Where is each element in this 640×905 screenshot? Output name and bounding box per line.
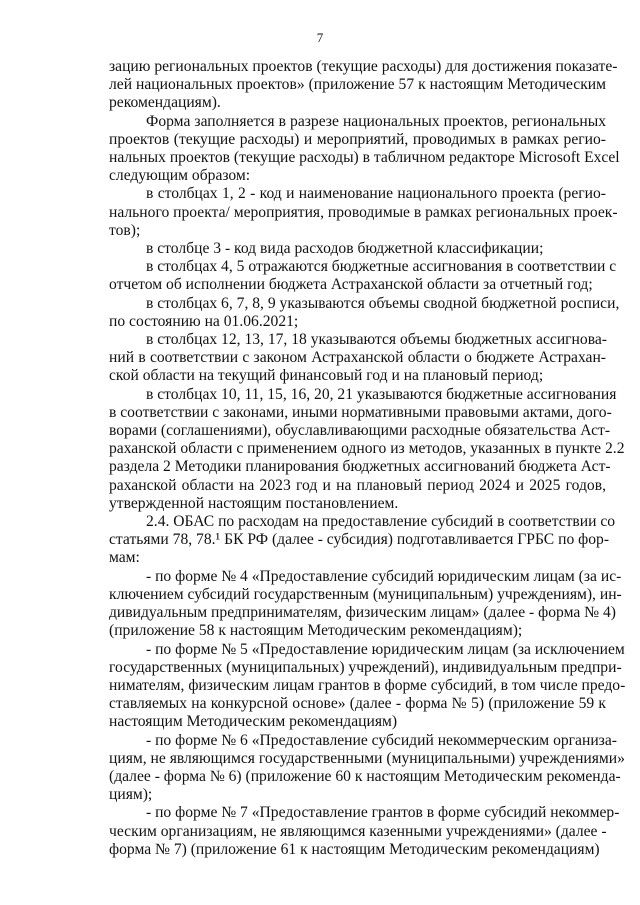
text-line: настоящим Методическим рекомендациям) (109, 713, 398, 731)
text-line: раханской области на 2023 год и на плановый период 2024 и 2025 годов, (109, 476, 606, 494)
text-line: нимателям, физическим лицам грантов в форме субсидий, в том числе предо- (109, 676, 626, 694)
text-line: циям); (109, 786, 153, 804)
text-line: проектов (текущие расходы) и мероприятий, проводимых в рамках регио- (109, 130, 606, 148)
text-line: в соответствии с законами, иными нормативными правовыми актами, дого- (109, 403, 612, 421)
text-line: статьями 78, 78.¹ БК РФ (далее - субсидия) подготавливается ГРБС по фор- (109, 531, 610, 549)
text-line: следующим образом: (109, 167, 251, 185)
text-line: (далее - форма № 6) (приложение 60 к настоящим Методическим рекоменда- (109, 767, 621, 785)
text-line: форма № 7) (приложение 61 к настоящим Методическим рекомендациям) (109, 840, 600, 858)
text-line: дивидуальным предпринимателям, физическим лицам» (далее - форма № 4) (109, 604, 616, 622)
text-line: в столбцах 12, 13, 17, 18 указываются объемы бюджетных ассигнова- (146, 331, 607, 349)
text-line: в столбцах 4, 5 отражаются бюджетные ассигнования в соответствии с (146, 258, 617, 276)
text-line: ставляемых на конкурсной основе» (далее - форма № 5) (приложение 59 к (109, 695, 606, 713)
text-line: раздела 2 Методики планирования бюджетных ассигнований бюджета Аст- (109, 458, 611, 476)
text-line: 2.4. ОБАС по расходам на предоставление субсидий в соответствии со (146, 513, 616, 531)
text-line: циям, не являющимся государственными (муниципальными) учреждениями» (109, 749, 625, 767)
text-line: ний в соответствии с законом Астраханской области о бюджете Астрахан- (109, 349, 606, 367)
text-line: по состоянию на 01.06.2021; (109, 312, 299, 330)
text-line: государственных (муниципальных) учреждений), индивидуальным предпри- (109, 658, 622, 676)
text-line: в столбцах 10, 11, 15, 16, 20, 21 указываются бюджетные ассигнования (146, 385, 617, 403)
text-line: - по форме № 7 «Предоставление грантов в форме субсидий некоммер- (146, 804, 620, 822)
text-line: утвержденной настоящим постановлением. (109, 494, 399, 512)
text-line: ческим организациям, не являющимся казенными учреждениями» (далее - (109, 822, 607, 840)
text-line: лей национальных проектов» (приложение 57 к настоящим Методическим (109, 76, 606, 94)
text-line: ской области на текущий финансовый год и на плановый период; (109, 367, 544, 385)
text-line: (приложение 58 к настоящим Методическим рекомендациям); (109, 622, 523, 640)
text-line: в столбцах 6, 7, 8, 9 указываются объемы сводной бюджетной росписи, (146, 294, 620, 312)
page-number: 7 (316, 30, 324, 45)
text-line: раханской области с применением одного из методов, указанных в пункте 2.2 (109, 440, 625, 458)
text-line: нального проекта/ мероприятия, проводимые в рамках региональных проек- (109, 203, 618, 221)
text-line: - по форме № 4 «Предоставление субсидий юридическим лицам (за ис- (146, 567, 622, 585)
text-line: тов); (109, 221, 141, 239)
text-line: зацию региональных проектов (текущие расходы) для достижения показате- (109, 58, 618, 75)
text-line: в столбцах 1, 2 - код и наименование национального проекта (регио- (146, 185, 606, 203)
text-line: ворами (соглашениями), обуславливающими расходные обязательства Аст- (109, 422, 611, 440)
text-line: Форма заполняется в разрезе национальных проектов, региональных (146, 112, 606, 130)
text-line: - по форме № 6 «Предоставление субсидий некоммерческим организа- (146, 731, 617, 749)
body-text (109, 58, 626, 859)
text-line: нальных проектов (текущие расходы) в табличном редакторе Microsoft Excel (109, 149, 620, 167)
text-line: отчетом об исполнении бюджета Астраханской области за отчетный год; (109, 276, 593, 294)
text-line: в столбце 3 - код вида расходов бюджетной классификации; (146, 240, 544, 258)
text-line: ключением субсидий государственным (муниципальным) учреждениям), ин- (109, 585, 622, 603)
text-line: - по форме № 5 «Предоставление юридическим лицам (за исключением (146, 640, 625, 658)
text-line: мам: (109, 549, 140, 567)
text-line: рекомендациям). (109, 94, 221, 112)
